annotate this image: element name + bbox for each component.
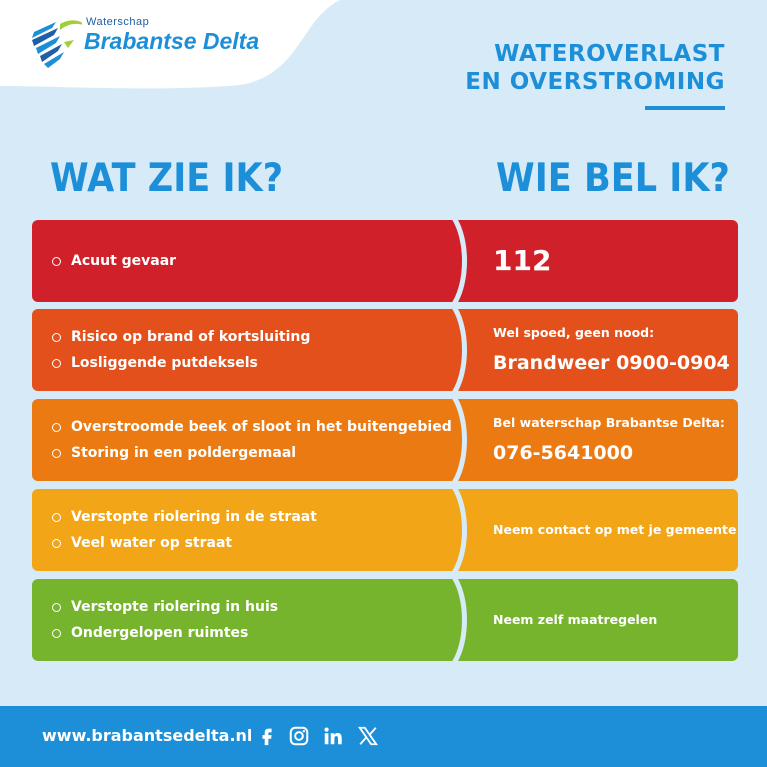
info-row: [32, 309, 738, 391]
situation-item: [52, 443, 452, 463]
contact-info: [493, 579, 733, 661]
contact-label: Wel spoed, geen nood:: [493, 325, 655, 340]
bullet-circle-icon: [52, 603, 61, 612]
page-title-line-2: EN OVERSTROMING: [465, 69, 725, 95]
situation-item: [52, 327, 310, 347]
contact-info: [493, 309, 733, 391]
contact-info: [493, 220, 733, 302]
linkedin-icon[interactable]: [322, 725, 344, 747]
bullet-circle-icon: [52, 359, 61, 368]
info-row: [32, 399, 738, 481]
situation-text: Risico op brand of kortsluiting: [71, 329, 311, 345]
situation-item: [52, 353, 310, 373]
situation-text: Verstopte riolering in de straat: [71, 509, 317, 525]
situation-text: Acuut gevaar: [71, 253, 177, 269]
situation-text: Ondergelopen ruimtes: [71, 625, 249, 641]
situation-text: Verstopte riolering in huis: [71, 599, 279, 615]
facebook-icon[interactable]: [256, 725, 278, 747]
situation-text: Veel water op straat: [71, 535, 233, 551]
bullet-circle-icon: [52, 513, 61, 522]
column-heading-what: WAT ZIE IK?: [50, 156, 284, 201]
footer: [0, 706, 767, 767]
bullet-circle-icon: [52, 333, 61, 342]
bullet-circle-icon: [52, 449, 61, 458]
page-title-line-1: WATEROVERLAST: [494, 41, 725, 67]
situation-item: [52, 417, 452, 437]
contact-number[interactable]: 112: [493, 244, 552, 277]
contact-info: [493, 399, 733, 481]
info-row: [32, 489, 738, 571]
bullet-circle-icon: [52, 629, 61, 638]
page-title: [465, 40, 725, 96]
instagram-icon[interactable]: [288, 725, 310, 747]
logo-name: Brabantse Delta: [84, 28, 260, 54]
situation-text: Losliggende putdeksels: [71, 355, 258, 371]
situation-text: Overstroomde beek of sloot in het buitengebied: [71, 419, 452, 435]
x-icon[interactable]: [357, 725, 379, 747]
situation-item: [52, 623, 278, 643]
title-underline: [645, 106, 725, 110]
situation-list: [52, 309, 310, 391]
column-heading-who: WIE BEL IK?: [496, 156, 730, 201]
situation-list: [52, 579, 278, 661]
situation-list: [52, 220, 176, 302]
logo-subtitle: Waterschap: [86, 16, 150, 28]
situation-item: [52, 597, 278, 617]
contact-label: Neem contact op met je gemeente: [493, 522, 737, 537]
situation-item: [52, 251, 176, 271]
contact-info: [493, 489, 737, 571]
situation-list: [52, 489, 317, 571]
situation-list: [52, 399, 452, 481]
waterschap-logo-icon: [30, 18, 82, 70]
website-link[interactable]: www.brabantsedelta.nl: [42, 726, 253, 745]
info-row: [32, 220, 738, 302]
logo[interactable]: [30, 14, 270, 74]
situation-item: [52, 507, 317, 527]
situation-item: [52, 533, 317, 553]
contact-label: Bel waterschap Brabantse Delta:: [493, 415, 725, 430]
contact-label: Neem zelf maatregelen: [493, 612, 658, 627]
info-row: [32, 579, 738, 661]
bullet-circle-icon: [52, 539, 61, 548]
contact-number[interactable]: 076-5641000: [493, 442, 634, 464]
contact-number[interactable]: Brandweer 0900-0904: [493, 352, 730, 374]
bullet-circle-icon: [52, 257, 61, 266]
situation-text: Storing in een poldergemaal: [71, 445, 297, 461]
bullet-circle-icon: [52, 423, 61, 432]
